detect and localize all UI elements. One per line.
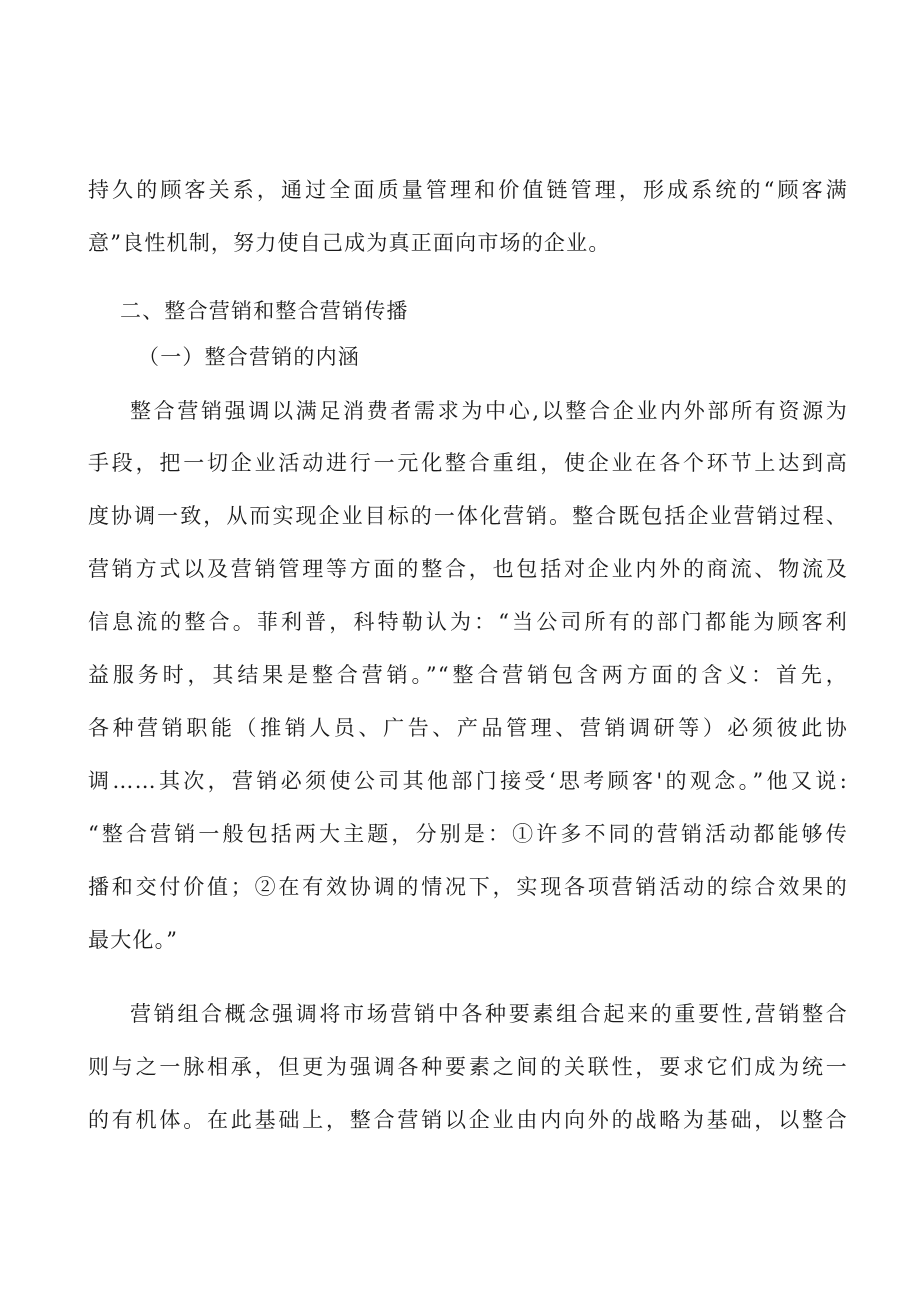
paragraph-line: 整合营销强调以满足消费者需求为中心,以整合企业内外部所有资源为 <box>130 399 848 423</box>
paragraph-line: 营销组合概念强调将市场营销中各种要素组合起来的重要性,营销整合 <box>130 1002 848 1026</box>
paragraph-line: 度协调一致，从而实现企业目标的一体化营销。整合既包括企业营销过程、 <box>88 504 848 528</box>
subsection-heading: （一）整合营销的内涵 <box>138 345 360 369</box>
paragraph-line: 益服务时，其结果是整合营销。”“整合营销包含两方面的含义：首先， <box>88 663 848 687</box>
paragraph-line: 营销方式以及营销管理等方面的整合，也包括对企业内外的商流、物流及 <box>88 557 848 581</box>
paragraph-line: 最大化。” <box>88 928 179 952</box>
paragraph-line: 手段，把一切企业活动进行一元化整合重组，使企业在各个环节上达到高 <box>88 451 848 475</box>
paragraph-line: 持久的顾客关系，通过全面质量管理和价值链管理，形成系统的“顾客满 <box>88 178 848 202</box>
paragraph-line: 调……其次，营销必须使公司其他部门接受‘思考顾客'的观念。”他又说: <box>88 769 848 793</box>
paragraph-line: 播和交付价值；②在有效协调的情况下，实现各项营销活动的综合效果的 <box>88 875 848 899</box>
paragraph-line: 则与之一脉相承，但更为强调各种要素之间的关联性，要求它们成为统一 <box>88 1055 848 1079</box>
paragraph-line: 各种营销职能（推销人员、广告、产品管理、营销调研等）必须彼此协 <box>88 716 848 740</box>
paragraph-line: 的有机体。在此基础上，整合营销以企业由内向外的战略为基础，以整合 <box>88 1108 848 1132</box>
paragraph-line: “整合营销一般包括两大主题，分别是：①许多不同的营销活动都能够传 <box>88 822 848 846</box>
paragraph-line: 信息流的整合。菲利普，科特勒认为：“当公司所有的部门都能为顾客利 <box>88 610 848 634</box>
paragraph-line: 意”良性机制，努力使自己成为真正面向市场的企业。 <box>88 231 611 255</box>
section-heading: 二、整合营销和整合营销传播 <box>120 299 409 323</box>
